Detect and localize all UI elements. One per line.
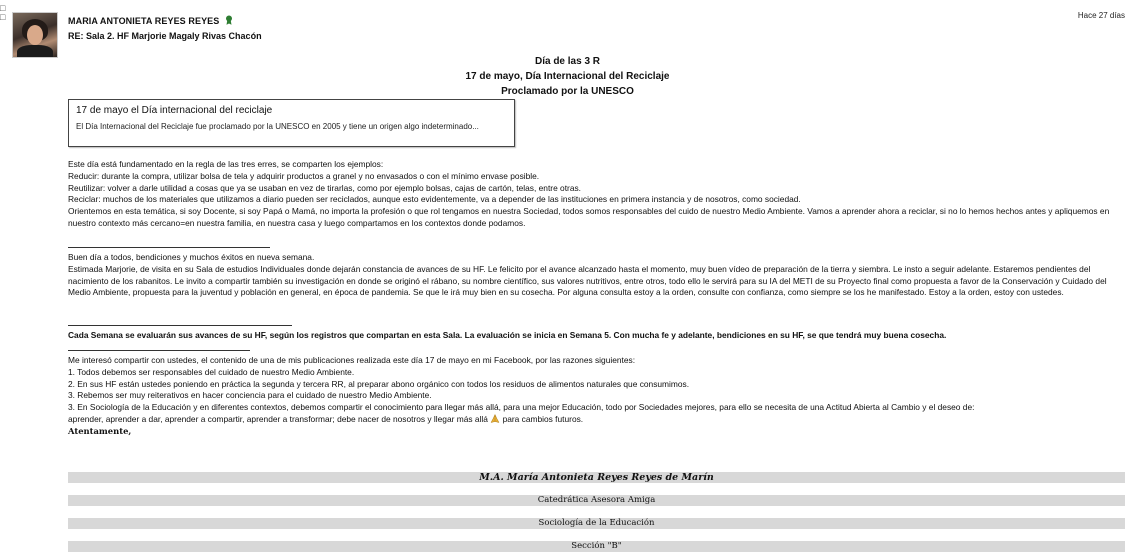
divider: [68, 350, 250, 351]
three-r-section: [68, 159, 1128, 230]
intro-text: Este día está fundamentado en la regla de las tres erres, se comparten los ejemplos:: [68, 159, 384, 169]
link-preview-card[interactable]: [68, 99, 515, 147]
weekly-note: [68, 330, 1128, 342]
reutilizar-text: Reutilizar: volver a darle utilidad a cosas que ya se usaban en vez de tirarlas, como por ejemplo bolsas, cajas de cartón, telas, entre otras.: [68, 182, 582, 193]
reason-item: 3. Rebemos ser muy reiterativos en hacer conciencia para el cuidado de nuestro Medio Ambiente.: [68, 390, 432, 401]
signature-section: Sección "B": [68, 541, 1125, 552]
reason-item-continued: aprender, aprender a dar, aprender a compartir, aprender a transformar; debe nacer de nosotros y llegar más allá para cambios futuros.: [68, 413, 584, 424]
message-subject: RE: Sala 2. HF Marjorie Magaly Rivas Chacón: [68, 31, 262, 41]
reciclar-text: Reciclar: muchos de los materiales que utilizamos a diario pueden ser reciclados, aunque esto evidentemente, va a depender de las instituciones en primera instancia y de nosotros, como sociedad.: [68, 194, 801, 205]
reducir-text: Reducir: durante la compra, utilizar bolsa de tela y adquirir productos a granel y no envasados o con el mínimo envase posible.: [68, 170, 540, 181]
signature-role: Catedrática Asesora Amiga: [68, 495, 1125, 506]
divider: [68, 325, 292, 326]
corner-square-icon: □: [0, 3, 6, 13]
closing-text: Atentamente,: [68, 425, 132, 436]
heading-line-1: Día de las 3 R: [534, 56, 601, 67]
corner-square-icon: □: [0, 12, 6, 22]
avatar[interactable]: [12, 12, 58, 58]
link-preview-description: El Día Internacional del Reciclaje fue proclamado por la UNESCO en 2005 y tiene un origen algo indeterminado...: [76, 122, 479, 131]
window-corner-icons: [0, 4, 5, 22]
divider: [68, 247, 270, 248]
reason-item: 3. En Sociología de la Educación y en diferentes contextos, debemos compartir el conocimiento para llegar más allá, para una mejor Educación, todo por Sociedades mejores, para ello se necesita de una Actitud Abierta al Cambio y el deseo de:: [68, 402, 975, 413]
weekly-note-text: Cada Semana se evaluarán sus avances de su HF, según los registros que compartan en esta Sala. La evaluación se inicia en Semana 5. Con mucha fe y adelante, bendiciones en su HF, se que tendrá muy buena cosecha.: [68, 330, 947, 340]
greeting-text: Buen día a todos, bendiciones y muchos éxitos en nueva semana.: [68, 252, 315, 262]
signature-name: M.A. María Antonieta Reyes Reyes de Marín: [68, 472, 1125, 483]
award-badge-icon: [225, 15, 233, 25]
sender-name[interactable]: [68, 15, 233, 26]
share-section: [68, 355, 1128, 438]
praying-hands-icon: [490, 414, 500, 423]
heading-line-2: 17 de mayo, Día Internacional del Reciclaje: [465, 71, 670, 82]
reason-item: 2. En sus HF están ustedes poniendo en práctica la segunda y tercera RR, al preparar abono orgánico con todos los residuos de alimentos naturales que consumimos.: [68, 378, 690, 389]
reason-item: 1. Todos debemos ser responsables del cuidado de nuestro Medio Ambiente.: [68, 366, 355, 377]
heading-line-3: Proclamado por la UNESCO: [501, 86, 634, 97]
share-intro-text: Me interesó compartir con ustedes, el contenido de una de mis publicaciones realizada este día 17 de mayo en mi Facebook, por las razones siguientes:: [68, 355, 636, 365]
timestamp: Hace 27 días: [1077, 11, 1125, 20]
sender-name-text: MARIA ANTONIETA REYES REYES: [68, 16, 220, 26]
link-preview-title: 17 de mayo el Día internacional del reciclaje: [76, 105, 273, 116]
feedback-section: [68, 252, 1128, 299]
orientemos-text: Orientemos en esta temática, si soy Docente, si soy Papá o Mamá, no importa la profesión o que rol tengamos en nuestra Sociedad, todos somos responsables del cuido de nuestro Medio Ambiente. Vamos a aprender ahora a reciclar, si no lo hemos hechos antes y apliquemos en nuestro contexto más cercano=en nuestra familia, en nuestra casa y luego compartamos en los contextos donde podamos.: [68, 206, 1110, 228]
signature-course: Sociología de la Educación: [68, 518, 1125, 529]
feedback-text: Estimada Marjorie, de visita en su Sala de estudios Individuales donde dejarán constancia de avances de su HF. Le felicito por el avance alcanzado hasta el momento, muy buen vídeo de preparación de la tierra y siembra. Le insto a seguir adelante. Estaremos pendientes del nacimiento de los rabanitos. Le invito a compartir también su investigación en donde se originó el rábano, su nombre científico, sus valores nutritivos, entre otros, todo ello le servirá para su IA del METI de su Proyecto final como propuesta a favor de la Conservación y Cuidado del Medio Ambiente, propuesta para la juventud y población en general, en época de pandemia. Se que le irá muy bien en su cosecha. Por alguna consulta estoy a la orden, consulte con confianza, como siempre se los he manifestado. Estoy a la orden, estoy con ustedes.: [68, 263, 1107, 298]
